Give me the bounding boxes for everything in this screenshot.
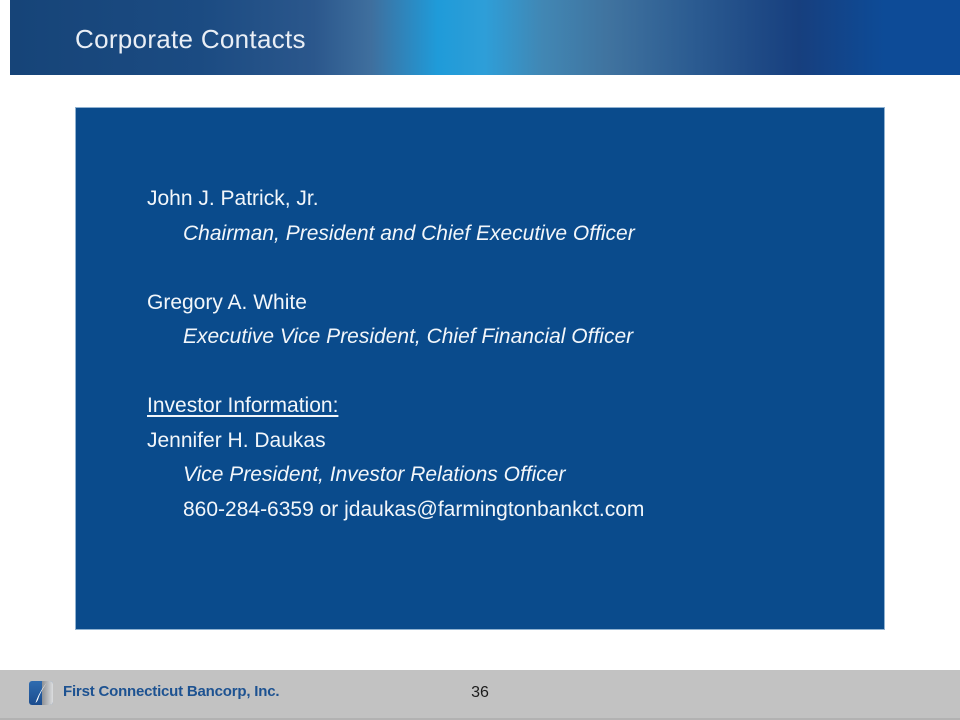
contact-group-ceo [147, 182, 864, 251]
contact-name: John J. Patrick, Jr. [147, 187, 319, 210]
slide-header-bar [10, 0, 960, 75]
company-name: First Connecticut Bancorp, Inc. [63, 683, 280, 700]
contact-group-cfo [147, 286, 864, 355]
contacts-panel [75, 107, 885, 630]
contact-job-title: Vice President, Investor Relations Officer [183, 463, 566, 486]
page-number: 36 [471, 684, 489, 701]
contact-job-title: Executive Vice President, Chief Financial Officer [183, 325, 634, 348]
contact-name: Jennifer H. Daukas [147, 428, 326, 452]
footer-bar [0, 670, 960, 720]
contact-phone-email: 860-284-6359 or jdaukas@farmingtonbankct.com [183, 497, 645, 521]
contact-name: Gregory A. White [147, 290, 307, 314]
contact-job-title: Chairman, President and Chief Executive Officer [183, 221, 635, 245]
page-title: Corporate Contacts [75, 24, 306, 54]
contact-group-investor-relations [147, 389, 864, 527]
investor-information-heading: Investor Information: [147, 394, 339, 417]
contact-lines [147, 182, 864, 527]
